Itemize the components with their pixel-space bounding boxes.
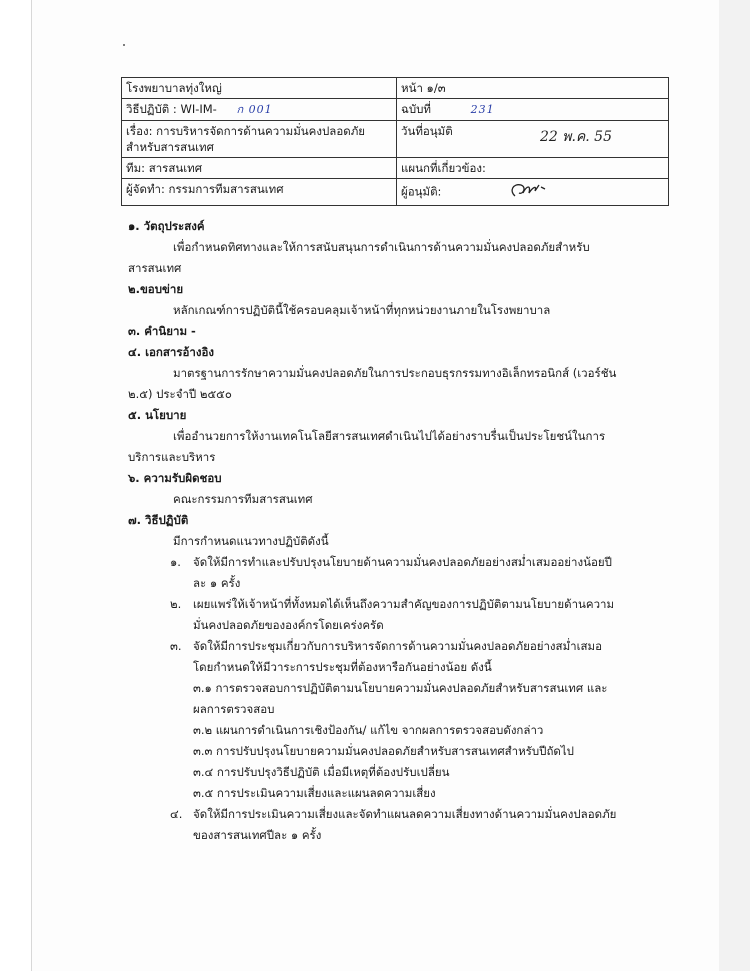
item-line: ละ ๑ ครั้ง <box>193 576 241 590</box>
item-line: จัดให้มีการประชุมเกี่ยวกับการบริหารจัดการด้านความมั่นคงปลอดภัยอย่างสม่ำเสมอ <box>193 639 603 653</box>
procedure-code-handwritten: ก 001 <box>236 103 273 116</box>
author: ผู้จัดทำ: กรรมการทีมสารสนเทศ <box>122 179 397 206</box>
subject-line-1: เรื่อง: การบริหารจัดการด้านความมั่นคงปลอดภัย <box>126 124 366 138</box>
section-5-text-cont: บริการและบริหาร <box>128 450 216 464</box>
issue-cell <box>397 99 669 121</box>
procedure-item-4 <box>128 804 688 846</box>
issue-number-handwritten: 231 <box>470 103 495 116</box>
item-line: ของสารสนเทศปีละ ๑ ครั้ง <box>193 828 322 842</box>
item-line: จัดให้มีการประเมินความเสี่ยงและจัดทำแผนลดความเสี่ยงทางด้านความมั่นคงปลอดภัย <box>193 807 617 821</box>
approve-date-label: วันที่อนุมัติ <box>401 124 453 138</box>
item-number: ๓. <box>170 639 182 653</box>
approver-cell <box>397 179 669 206</box>
section-6-title: ๖. ความรับผิดชอบ <box>128 471 222 485</box>
scan-margin <box>719 0 750 971</box>
scan-speck <box>123 44 125 46</box>
section-3-title: ๓. คำนิยาม - <box>128 324 196 338</box>
sub-item-3-3: ๓.๓ การปรับปรุงนโยบายความมั่นคงปลอดภัยสำหรับสารสนเทศสำหรับปีถัดไป <box>193 744 574 758</box>
procedure-item-2 <box>128 594 688 636</box>
section-1-text: เพื่อกำหนดทิศทางและให้การสนับสนุนการดำเนินการด้านความมั่นคงปลอดภัยสำหรับ <box>173 240 590 254</box>
sub-item-3-5: ๓.๕ การประเมินความเสี่ยงและแผนลดความเสี่ยง <box>193 786 436 800</box>
issue-label: ฉบับที่ <box>401 102 432 116</box>
hospital-name: โรงพยาบาลทุ่งใหญ่ <box>122 78 397 99</box>
section-4-text: มาตรฐานการรักษาความมั่นคงปลอดภัยในการประกอบธุรกรรมทางอิเล็กทรอนิกส์ (เวอร์ชัน <box>173 366 617 380</box>
procedure-item-3 <box>128 636 688 804</box>
related-dept: แผนกที่เกี่ยวข้อง: <box>397 158 669 179</box>
procedure-label: วิธีปฏิบัติ : WI-IM- <box>126 102 217 116</box>
sub-item-3-1-cont: ผลการตรวจสอบ <box>193 702 275 716</box>
sub-item-3-4: ๓.๔ การปรับปรุงวิธีปฏิบัติ เมื่อมีเหตุที่ต้องปรับเปลี่ยน <box>193 765 450 779</box>
document-header-table <box>121 77 669 206</box>
section-4-text-cont: ๒.๕) ประจำปี ๒๕๕๐ <box>128 387 232 401</box>
section-5-text: เพื่ออำนวยการให้งานเทคโนโลยีสารสนเทศดำเนินไปได้อย่างราบรื่นเป็นประโยชน์ในการ <box>173 429 606 443</box>
section-1-text-cont: สารสนเทศ <box>128 261 182 275</box>
procedure-cell <box>122 99 397 121</box>
item-line: จัดให้มีการทำและปรับปรุงนโยบายด้านความมั่นคงปลอดภัยอย่างสม่ำเสมออย่างน้อยปี <box>193 555 612 569</box>
sub-item-3-2: ๓.๒ แผนการดำเนินการเชิงป้องกัน/ แก้ไข จากผลการตรวจสอบดังกล่าว <box>193 723 544 737</box>
team-name: ทีม: สารสนเทศ <box>122 158 397 179</box>
item-number: ๑. <box>170 555 181 569</box>
section-2-title: ๒.ขอบข่าย <box>128 282 184 296</box>
section-7-title: ๗. วิธีปฏิบัติ <box>128 513 189 527</box>
section-6-text: คณะกรรมการทีมสารสนเทศ <box>173 492 313 506</box>
section-2-text: หลักเกณฑ์การปฏิบัตินี้ใช้ครอบคลุมเจ้าหน้าที่ทุกหน่วยงานภายในโรงพยาบาล <box>173 303 551 317</box>
section-1-title: ๑. วัตถุประสงค์ <box>128 219 205 233</box>
section-5-title: ๕. นโยบาย <box>128 408 187 422</box>
item-number: ๔. <box>170 807 183 821</box>
subject-cell <box>122 121 397 158</box>
item-line: มั่นคงปลอดภัยขององค์กรโดยเคร่งครัด <box>193 618 384 632</box>
item-number: ๒. <box>170 597 182 611</box>
approve-date-cell <box>397 121 669 158</box>
section-7-intro: มีการกำหนดแนวทางปฏิบัติดังนี้ <box>173 534 329 548</box>
item-line: เผยแพร่ให้เจ้าหน้าที่ทั้งหมดได้เห็นถึงความสำคัญของการปฏิบัติตามนโยบายด้านความ <box>193 597 615 611</box>
approver-label: ผู้อนุมัติ: <box>401 184 442 199</box>
item-line: โดยกำหนดให้มีวาระการประชุมที่ต้องหารือกันอย่างน้อย ดังนี้ <box>193 660 492 674</box>
approve-date-handwritten: 22 พ.ค. 55 <box>539 129 612 145</box>
page-number: หน้า ๑/๓ <box>397 78 669 99</box>
section-4-title: ๔. เอกสารอ้างอิง <box>128 345 215 359</box>
procedure-item-1 <box>128 552 688 594</box>
document-body <box>128 216 688 846</box>
sub-item-3-1: ๓.๑ การตรวจสอบการปฏิบัติตามนโยบายความมั่นคงปลอดภัยสำหรับสารสนเทศ และ <box>193 681 608 695</box>
approver-signature <box>505 181 565 203</box>
subject-line-2: สำหรับสารสนเทศ <box>126 140 214 154</box>
